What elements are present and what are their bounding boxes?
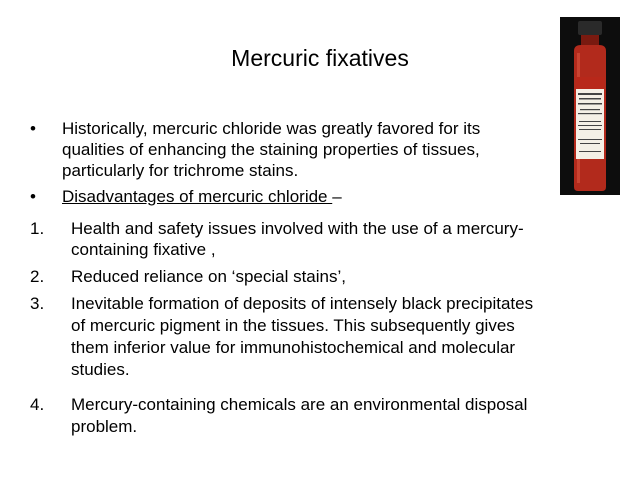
list-item-line: Inevitable formation of deposits of intensely black precipitates: [71, 294, 534, 313]
heading-dash: –: [332, 187, 342, 206]
list-number: 2.: [30, 267, 45, 286]
list-item-line: problem.: [71, 417, 138, 436]
bullet-heading: [62, 187, 342, 207]
list-item-line: Mercury-containing chemicals are an environmental disposal: [71, 395, 528, 414]
bullet-marker: •: [30, 187, 36, 206]
list-item-line: studies.: [71, 360, 130, 379]
bottle-icon: [560, 17, 620, 195]
slide-title: Mercuric fixatives: [231, 45, 409, 71]
fixative-bottle-photo: [560, 17, 620, 195]
bullet-text-line: qualities of enhancing the staining properties of tissues,: [62, 140, 480, 159]
bullet-text-line: particularly for trichrome stains.: [62, 161, 299, 180]
list-item-line: Reduced reliance on ‘special stains’,: [71, 267, 346, 286]
disadvantages-heading: Disadvantages of mercuric chloride: [62, 187, 333, 206]
list-number: 1.: [30, 219, 45, 238]
bullet-marker: •: [30, 119, 36, 138]
list-item-line: of mercuric pigment in the tissues. This subsequently gives: [71, 316, 515, 335]
list-number: 4.: [30, 395, 45, 414]
list-number: 3.: [30, 294, 45, 313]
bullet-text-line: Historically, mercuric chloride was greatly favored for its: [62, 119, 481, 138]
list-item-line: them inferior value for immunohistochemical and molecular: [71, 338, 516, 357]
list-item-line: containing fixative ,: [71, 240, 216, 259]
list-item-line: Health and safety issues involved with the use of a mercury-: [71, 219, 524, 238]
